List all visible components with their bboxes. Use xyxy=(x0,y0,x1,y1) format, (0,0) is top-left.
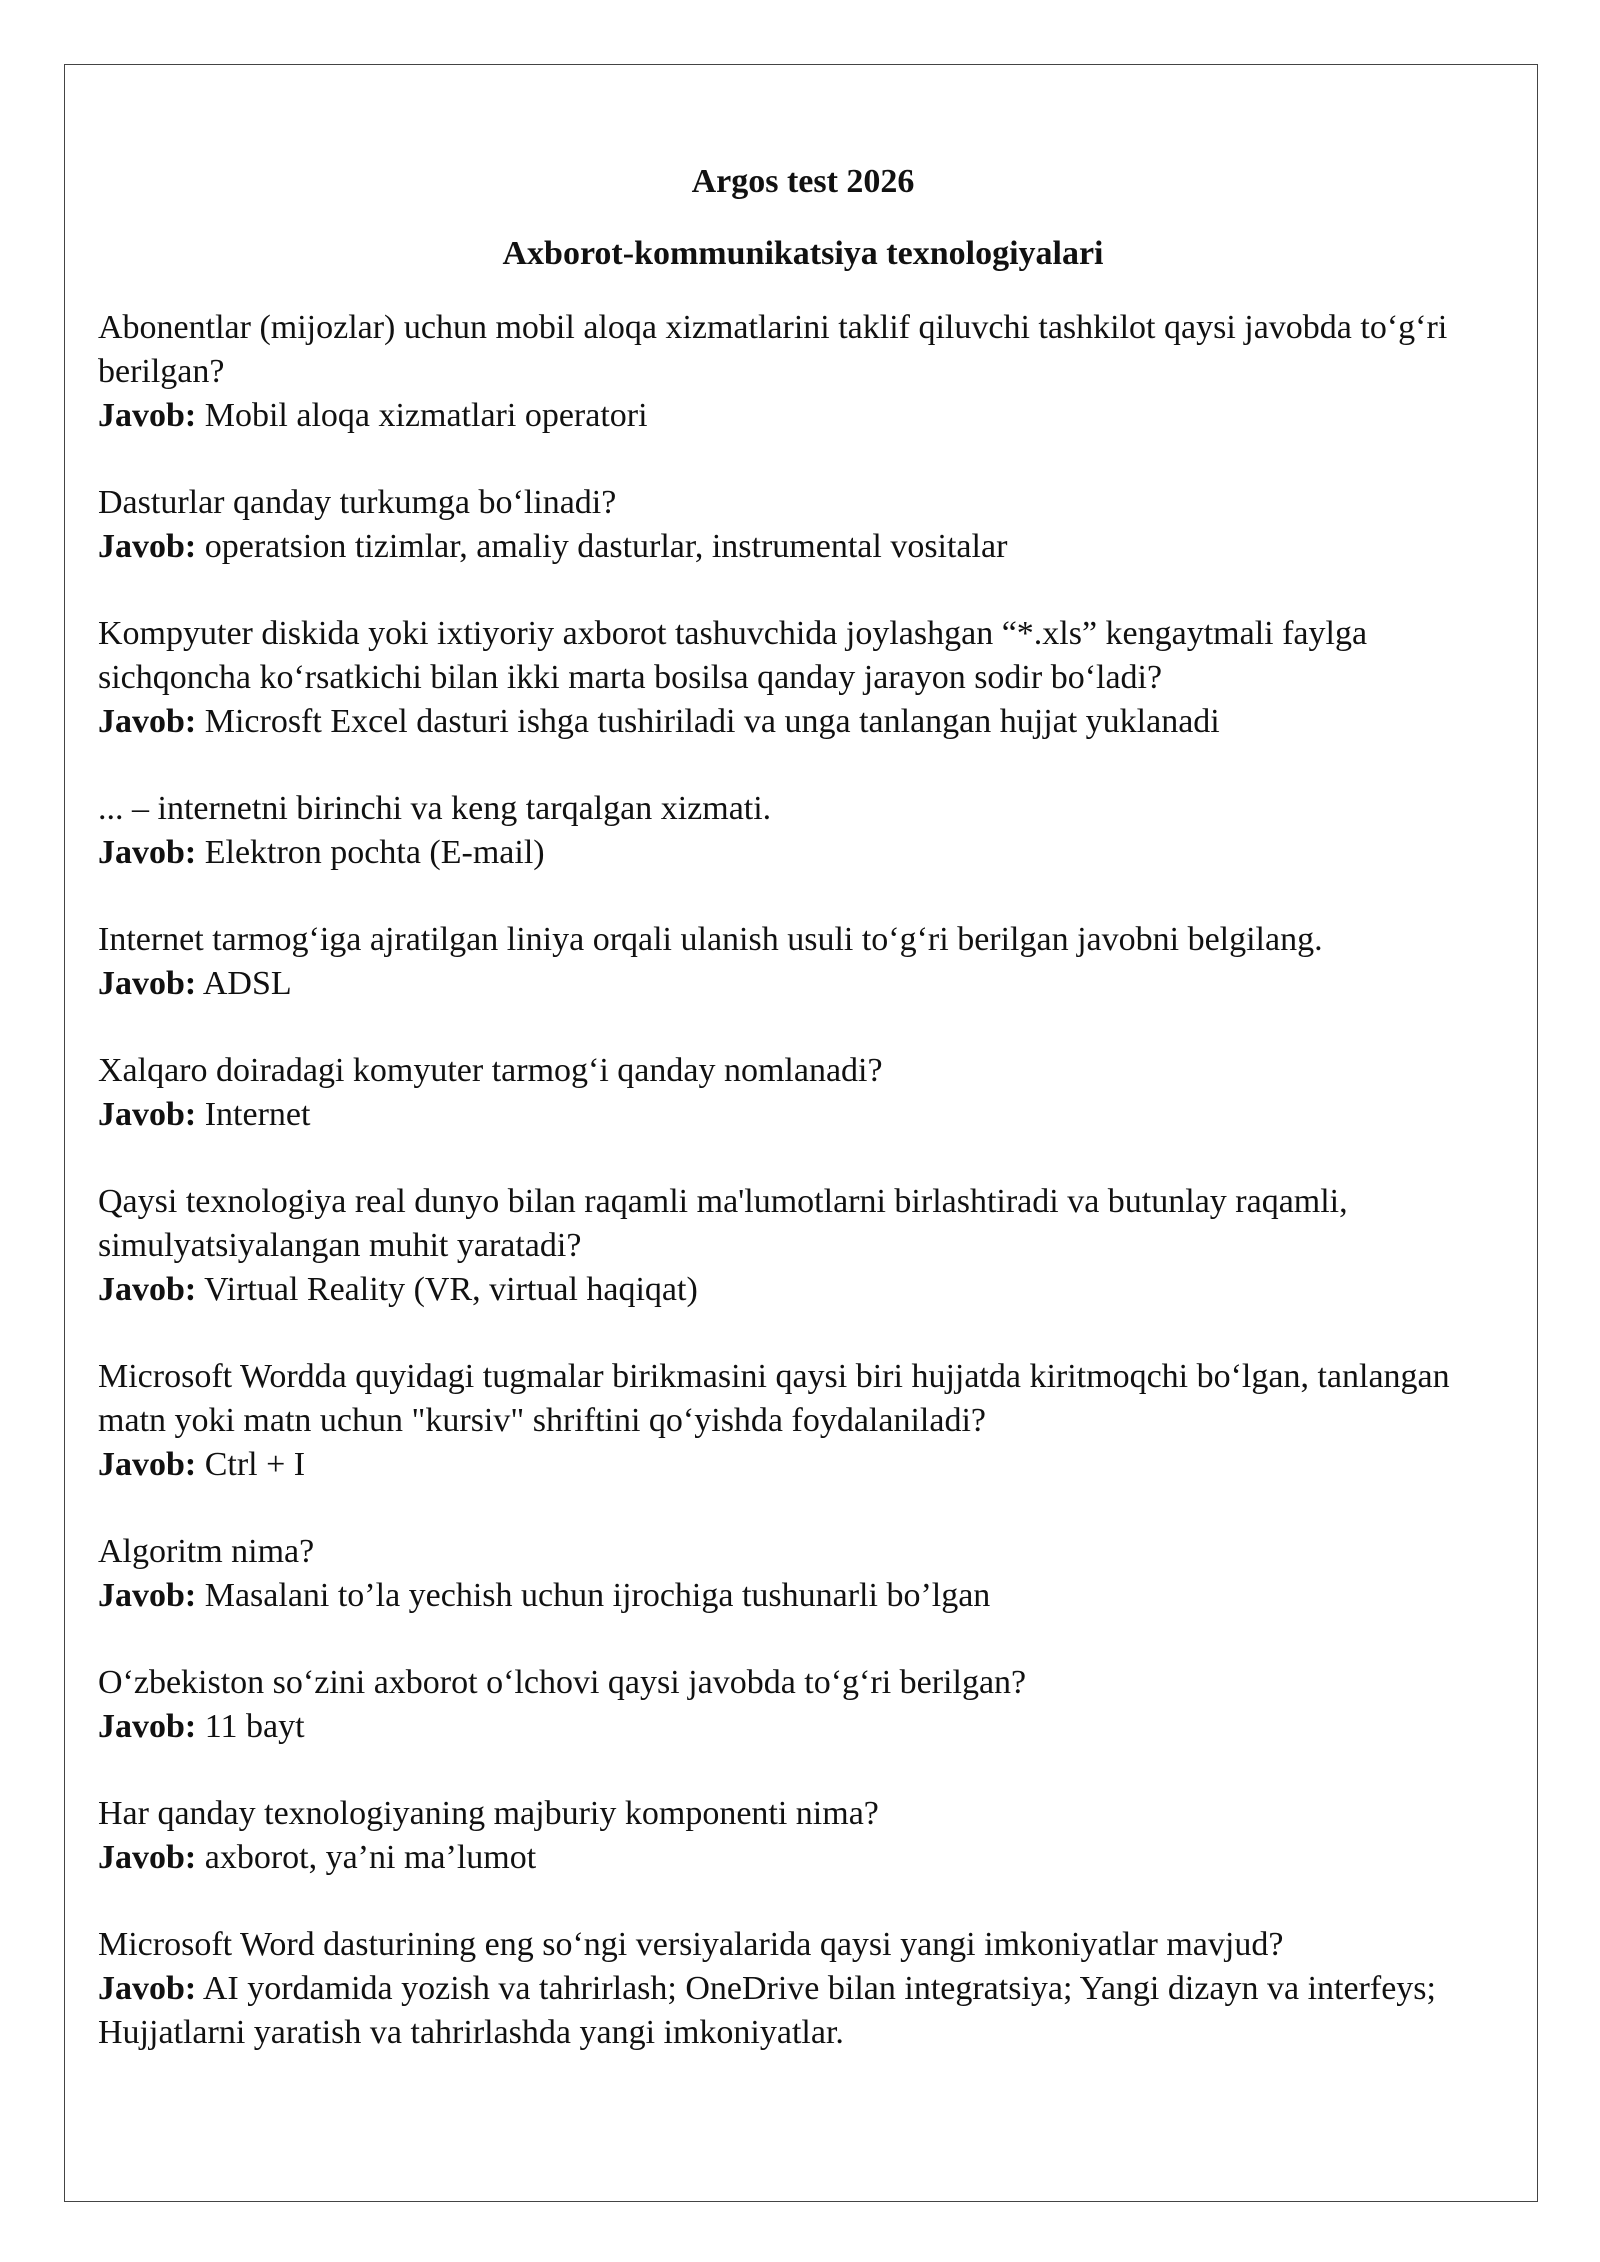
qa-item xyxy=(98,1792,1508,1880)
answer-line xyxy=(98,1443,1508,1487)
answer-line xyxy=(98,831,1508,875)
document-body xyxy=(98,160,1508,2098)
answer-text: AI yordamida yozish va tahrirlash; OneDrive bilan integratsiya; Yangi dizayn va interfeys; Hujjatlarni yaratish va tahrirlashda yangi imkoniyatlar. xyxy=(98,1970,1436,2051)
answer-label: Javob: xyxy=(98,703,197,740)
answer-label: Javob: xyxy=(98,528,197,565)
question-text: Har qanday texnologiyaning majburiy komponenti nima? xyxy=(98,1795,879,1832)
answer-line xyxy=(98,1705,1508,1749)
answer-text: Internet xyxy=(204,1096,311,1133)
answer-line xyxy=(98,700,1508,744)
document-title: Argos test 2026 xyxy=(691,163,915,200)
question-text: Kompyuter diskida yoki ixtiyoriy axborot tashuvchida joylashgan “*.xls” kengaytmali faylga sichqoncha ko‘rsatkichi bilan ikki marta bosilsa qanday jarayon sodir bo‘ladi? xyxy=(98,615,1368,696)
answer-text: Ctrl + I xyxy=(204,1446,306,1483)
answer-label: Javob: xyxy=(98,1839,197,1876)
question-text: Microsoft Word dasturining eng so‘ngi versiyalarida qaysi yangi imkoniyatlar mavjud? xyxy=(98,1926,1284,1963)
question-text: Dasturlar qanday turkumga bo‘linadi? xyxy=(98,484,617,521)
qa-item xyxy=(98,1049,1508,1137)
qa-item xyxy=(98,1923,1508,2055)
answer-text: Elektron pochta (E-mail) xyxy=(204,834,545,871)
answer-text: 11 bayt xyxy=(204,1708,305,1745)
answer-label: Javob: xyxy=(98,1446,197,1483)
qa-item xyxy=(98,787,1508,875)
answer-text: axborot, ya’ni ma’lumot xyxy=(204,1839,537,1876)
answer-label: Javob: xyxy=(98,397,197,434)
question-text: Microsoft Wordda quyidagi tugmalar birikmasini qaysi biri hujjatda kiritmoqchi bo‘lgan, tanlangan matn yoki matn uchun "kursiv" shriftini qo‘yishda foydalaniladi? xyxy=(98,1358,1450,1439)
question-text: Xalqaro doiradagi komyuter tarmog‘i qanday nomlanadi? xyxy=(98,1052,883,1089)
answer-text: Mobil aloqa xizmatlari operatori xyxy=(204,397,648,434)
answer-line xyxy=(98,1574,1508,1618)
answer-line xyxy=(98,394,1508,438)
document-subtitle: Axborot-kommunikatsiya texnologiyalari xyxy=(502,235,1104,272)
qa-item xyxy=(98,1661,1508,1749)
answer-text: Masalani to’la yechish uchun ijrochiga tushunarli bo’lgan xyxy=(204,1577,991,1614)
qa-item xyxy=(98,918,1508,1006)
answer-line xyxy=(98,525,1508,569)
question-text: Internet tarmog‘iga ajratilgan liniya orqali ulanish usuli to‘g‘ri berilgan javobni belgilang. xyxy=(98,921,1323,958)
answer-text: Microsft Excel dasturi ishga tushiriladi va unga tanlangan hujjat yuklanadi xyxy=(204,703,1220,740)
answer-line xyxy=(98,1093,1508,1137)
answer-label: Javob: xyxy=(98,1577,197,1614)
qa-item xyxy=(98,481,1508,569)
qa-item xyxy=(98,1180,1508,1312)
question-text: Algoritm nima? xyxy=(98,1533,315,1570)
answer-text: ADSL xyxy=(202,965,292,1002)
answer-line xyxy=(98,1967,1508,2055)
answer-label: Javob: xyxy=(98,965,197,1002)
answer-label: Javob: xyxy=(98,834,197,871)
answer-label: Javob: xyxy=(98,1708,197,1745)
qa-item xyxy=(98,612,1508,744)
qa-item xyxy=(98,1355,1508,1487)
question-text: Abonentlar (mijozlar) uchun mobil aloqa xizmatlarini taklif qiluvchi tashkilot qaysi javobda to‘g‘ri berilgan? xyxy=(98,309,1448,390)
answer-line xyxy=(98,1268,1508,1312)
answer-line xyxy=(98,962,1508,1006)
answer-text: operatsion tizimlar, amaliy dasturlar, instrumental vositalar xyxy=(204,528,1008,565)
question-text: ... – internetni birinchi va keng tarqalgan xizmati. xyxy=(98,790,772,827)
answer-label: Javob: xyxy=(98,1271,197,1308)
answer-label: Javob: xyxy=(98,1096,197,1133)
answer-label: Javob: xyxy=(98,1970,197,2007)
question-text: Qaysi texnologiya real dunyo bilan raqamli ma'lumotlarni birlashtiradi va butunlay raqamli, simulyatsiyalangan muhit yaratadi? xyxy=(98,1183,1348,1264)
answer-line xyxy=(98,1836,1508,1880)
question-text: O‘zbekiston so‘zini axborot o‘lchovi qaysi javobda to‘g‘ri berilgan? xyxy=(98,1664,1027,1701)
qa-item xyxy=(98,306,1508,438)
answer-text: Virtual Reality (VR, virtual haqiqat) xyxy=(204,1271,698,1308)
qa-item xyxy=(98,1530,1508,1618)
